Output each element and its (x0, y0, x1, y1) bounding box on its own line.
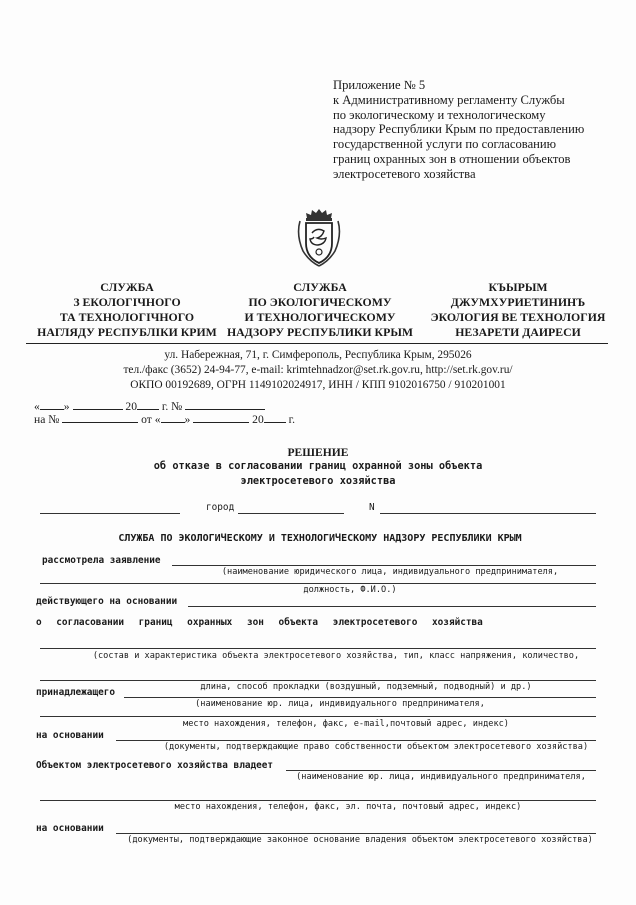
reference-row (34, 412, 295, 426)
org-line: КЪЫРЫМ (488, 280, 548, 294)
year-prefix: 20 (125, 400, 137, 413)
hint-docs-hold: (документы, подтверждающие законное основание владения объектом электросетевого хозяйства) (127, 835, 593, 845)
number-label: г. № (161, 400, 183, 413)
year-suffix: г. (288, 413, 295, 426)
from-label: от « (141, 413, 161, 426)
city-field[interactable] (238, 513, 344, 514)
org-name-russian (222, 280, 418, 340)
org-line: ТА ТЕХНОЛОГІЧНОГО (59, 310, 195, 324)
reviewed-label: рассмотрела заявление (42, 555, 161, 566)
org-line: И ТЕХНОЛОГИЧЕСКОМУ (244, 310, 396, 324)
quote-close: » (63, 400, 70, 413)
basis-label: на основании (36, 823, 104, 834)
org-line: ЭКОЛОГИЯ ВЕ ТЕХНОЛОГИЯ (430, 310, 606, 324)
org-line: СЛУЖБА (293, 280, 347, 294)
service-name: СЛУЖБА ПО ЭКОЛОГИЧЕСКОМУ И ТЕХНОЛОГИЧЕСКОМУ НАДЗОРУ РЕСПУБЛИКИ КРЫМ (118, 533, 522, 544)
reference-number-field[interactable] (62, 412, 138, 423)
month-field[interactable] (73, 399, 123, 410)
address-block (92, 348, 544, 393)
authority-basis-field[interactable] (188, 606, 596, 607)
org-line: НЕЗАРЕТИ ДАИРЕСИ (455, 325, 581, 339)
org-line: НАГЛЯДУ РЕСПУБЛІКИ КРИМ (37, 325, 217, 339)
appendix-line: по экологическому и технологическому (333, 107, 546, 122)
quote-close: » (184, 413, 191, 426)
year-field[interactable] (137, 399, 159, 410)
object-field[interactable] (40, 648, 596, 649)
header-divider (26, 343, 608, 344)
hint-owner-1: (наименование юр. лица, индивидуального предпринимателя, (195, 699, 485, 709)
appendix-line: к Административному регламенту Службы (333, 92, 565, 107)
address-line: ОКПО 00192689, ОГРН 1149102024917, ИНН / КПП 9102016750 / 910201001 (130, 379, 506, 391)
applicant-field[interactable] (172, 565, 596, 566)
org-line: З ЕКОЛОГІЧНОГО (73, 295, 181, 309)
hint-object-1: (состав и характеристика объекта электросетевого хозяйства, тип, класс напряжения, количество, (92, 651, 580, 661)
belonging-label: принадлежащего (36, 687, 116, 698)
org-line: ПО ЭКОЛОГИЧЕСКОМУ (248, 295, 392, 309)
decision-title-block (90, 446, 546, 489)
city-label: город (206, 502, 235, 513)
org-line: СЛУЖБА (100, 280, 154, 294)
owner-field-continued[interactable] (40, 716, 596, 717)
registration-date-row (34, 399, 265, 413)
quote-open: « (34, 400, 40, 413)
ref-year-field[interactable] (264, 412, 286, 423)
appendix-line: Приложение № 5 (333, 78, 426, 92)
owner-label: Объектом электросетевого хозяйства владеет (36, 760, 274, 771)
crimea-coat-of-arms-icon (294, 207, 344, 267)
acting-label: действующего на основании (36, 596, 178, 607)
about-label: о согласовании границ охранных зон объекта электросетевого хозяйства (36, 617, 483, 628)
address-line: тел./факс (3652) 24-94-77, e-mail: krimtehnadzor@set.rk.gov.ru, http://set.rk.gov.ru/ (123, 364, 513, 376)
owner-field[interactable] (124, 697, 596, 698)
year-prefix: 20 (252, 413, 264, 426)
address-line: ул. Набережная, 71, г. Симферополь, Республика Крым, 295026 (164, 349, 472, 361)
ref-month-field[interactable] (193, 412, 249, 423)
hint-holder-2: место нахождения, телефон, факс, эл. почта, почтовый адрес, индекс) (174, 802, 522, 812)
appendix-line: электросетевого хозяйства (333, 166, 476, 181)
appendix-line: надзору Республики Крым по предоставлению (333, 122, 585, 137)
ref-day-field[interactable] (161, 412, 185, 423)
hint-position: должность, Ф.И.О.) (303, 585, 397, 595)
date-line[interactable] (40, 513, 180, 514)
reference-label: на № (34, 413, 60, 426)
number-label: N (369, 502, 375, 513)
holder-field[interactable] (286, 770, 596, 771)
hint-holder-1: (наименование юр. лица, индивидуального предпринимателя, (296, 772, 586, 782)
day-field[interactable] (40, 399, 64, 410)
basis-label: на основании (36, 730, 104, 741)
holder-field-continued[interactable] (40, 800, 596, 801)
hint-owner-2: место нахождения, телефон, факс, e-mail,почтовый адрес, индекс) (183, 719, 509, 729)
decision-title: РЕШЕНИЕ (287, 446, 349, 459)
decision-subtitle-line: электросетевого хозяйства (240, 475, 396, 487)
hint-object-2: длина, способ прокладки (воздушный, подземный, подводный) и др.) (200, 682, 532, 692)
ownership-docs-field[interactable] (116, 740, 596, 741)
appendix-line: государственной услуги по согласованию (333, 137, 557, 152)
applicant-field-continued[interactable] (40, 583, 596, 584)
holding-docs-field[interactable] (116, 833, 596, 834)
appendix-line: границ охранных зон в отношении объектов (333, 151, 571, 166)
hint-entity: (наименование юридического лица, индивидуального предпринимателя, (221, 567, 559, 577)
object-field-continued[interactable] (40, 680, 596, 681)
org-line: НАДЗОРУ РЕСПУБЛИКИ КРЫМ (226, 325, 414, 339)
org-name-crimean-tatar (412, 280, 624, 340)
org-line: ДЖУМХУРИЕТИНИНЪ (450, 295, 586, 309)
appendix-block (333, 78, 623, 182)
hint-docs-own: (документы, подтверждающие право собственности объектом электросетевого хозяйства) (163, 742, 589, 752)
reg-number-field[interactable] (185, 399, 265, 410)
decision-subtitle-line: об отказе в согласовании границ охранной зоны объекта (153, 460, 483, 472)
org-name-ukrainian (18, 280, 236, 340)
decision-number-field[interactable] (380, 513, 596, 514)
